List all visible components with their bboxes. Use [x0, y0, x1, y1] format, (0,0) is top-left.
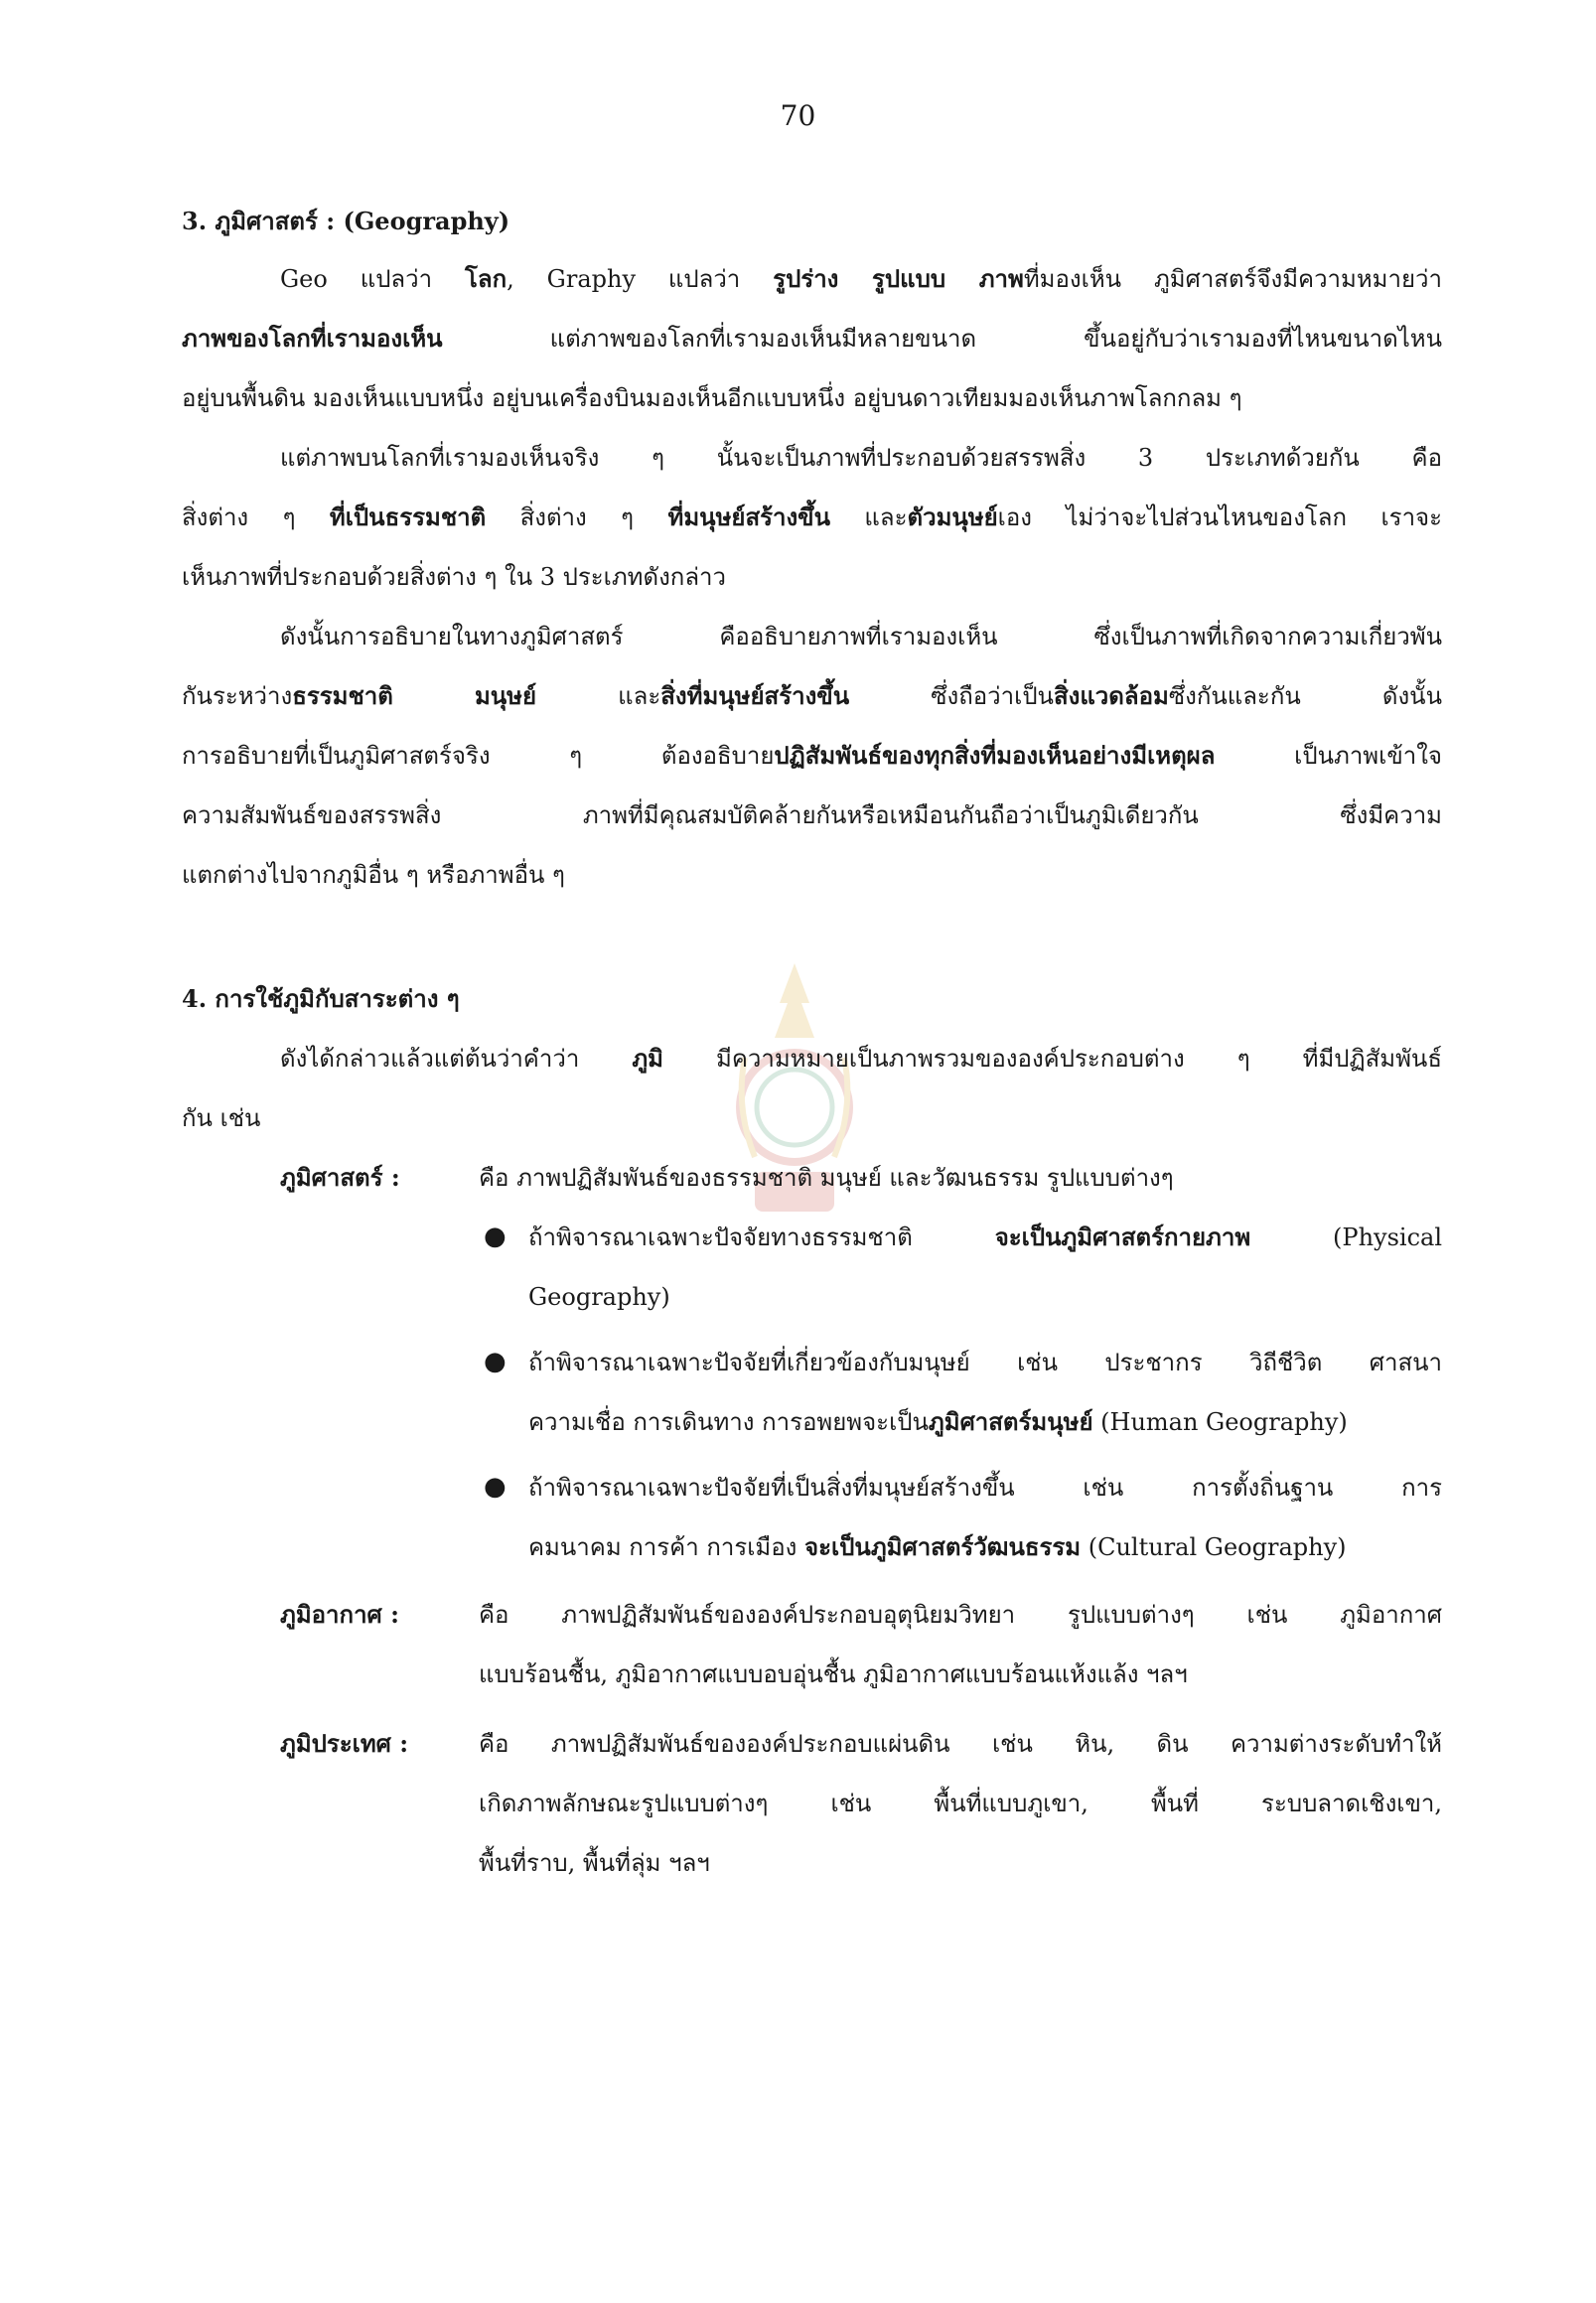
s4-intro-line2: กัน เช่น	[182, 1104, 261, 1132]
s3-p3-line3: การอธิบายที่เป็นภูมิศาสตร์จริง ๆ ต้องอธิบายปฏิสัมพันธ์ของทุกสิ่งที่มองเห็นอย่างมีเหตุผล เป็นภาพเข้าใจ	[182, 741, 1442, 770]
bullet-icon: ●	[484, 1222, 507, 1251]
landform-line2: เกิดภาพลักษณะรูปแบบต่างๆ เช่น พื้นที่แบบภูเขา, พื้นที่ ระบบลาดเชิงเขา,	[479, 1790, 1442, 1817]
s3-p2-line3: เห็นภาพที่ประกอบด้วยสิ่งต่าง ๆ ใน 3 ประเภทดังกล่าว	[182, 563, 726, 591]
page-number: 70	[780, 99, 816, 132]
s3-p1-line3: อยู่บนพื้นดิน มองเห็นแบบหนึ่ง อยู่บนเครื่องบินมองเห็นอีกแบบหนึ่ง อยู่บนดาวเทียมมองเห็นภาพโลกกลม ๆ	[182, 384, 1242, 412]
landform-line1: คือ ภาพปฏิสัมพันธ์ขององค์ประกอบแผ่นดิน เช่น หิน, ดิน ความต่างระดับทำให้	[479, 1730, 1442, 1758]
s3-p1-line2: ภาพของโลกที่เรามองเห็น แต่ภาพของโลกที่เรามองเห็นมีหลายขนาด ขึ้นอยู่กับว่าเรามองที่ไหนขนาดไหน	[182, 324, 1442, 353]
term-climate: ภูมิอากาศ :	[280, 1600, 399, 1629]
bullet-icon: ●	[484, 1347, 507, 1376]
bullet-1-line1: ถ้าพิจารณาเฉพาะปัจจัยทางธรรมชาติ จะเป็นภูมิศาสตร์กายภาพ (Physical	[528, 1223, 1443, 1251]
bullet-2-line1: ถ้าพิจารณาเฉพาะปัจจัยที่เกี่ยวข้องกับมนุษย์ เช่น ประชากร วิถีชีวิต ศาสนา	[528, 1349, 1442, 1376]
climate-line2: แบบร้อนชื้น, ภูมิอากาศแบบอบอุ่นชื้น ภูมิอากาศแบบร้อนแห้งแล้ง ฯลฯ	[479, 1660, 1188, 1688]
s3-p2-line1: แต่ภาพบนโลกที่เรามองเห็นจริง ๆ นั้นจะเป็นภาพที่ประกอบด้วยสรรพสิ่ง 3 ประเภทด้วยกัน คือ	[280, 444, 1442, 472]
s3-p3-line1: ดังนั้นการอธิบายในทางภูมิศาสตร์ คืออธิบายภาพที่เรามองเห็น ซึ่งเป็นภาพที่เกิดจากความเกี่ยวพัน	[280, 623, 1442, 650]
s3-p3-line2: กันระหว่างธรรมชาติ มนุษย์ และสิ่งที่มนุษย์สร้างขึ้น ซึ่งถือว่าเป็นสิ่งแวดล้อมซึ่งกันและกัน ดังนั้น	[182, 681, 1442, 710]
s3-p1-line1: Geo แปลว่า โลก, Graphy แปลว่า รูปร่าง รูปแบบ ภาพที่มองเห็น ภูมิศาสตร์จึงมีความหมายว่า	[280, 264, 1442, 293]
landform-line3: พื้นที่ราบ, พื้นที่ลุ่ม ฯลฯ	[479, 1849, 710, 1877]
geography-definition: คือ ภาพปฏิสัมพันธ์ของธรรมชาติ มนุษย์ และวัฒนธรรม รูปแบบต่างๆ	[479, 1164, 1174, 1192]
term-landform: ภูมิประเทศ :	[280, 1729, 409, 1758]
bullet-3-line2: คมนาคม การค้า การเมือง จะเป็นภูมิศาสตร์วัฒนธรรม (Cultural Geography)	[528, 1532, 1347, 1561]
seal-watermark-icon	[730, 958, 859, 1256]
term-geography: ภูมิศาสตร์ :	[280, 1163, 400, 1192]
bullet-icon: ●	[484, 1472, 507, 1502]
climate-line1: คือ ภาพปฏิสัมพันธ์ขององค์ประกอบอุตุนิยมวิทยา รูปแบบต่างๆ เช่น ภูมิอากาศ	[479, 1601, 1442, 1629]
section-4-heading: 4. การใช้ภูมิกับสาระต่าง ๆ	[182, 984, 460, 1013]
s4-intro-line1: ดังได้กล่าวแล้วแต่ต้นว่าคำว่า ภูมิ มีความหมายเป็นภาพรวมขององค์ประกอบต่าง ๆ ที่มีปฏิสัมพันธ์	[280, 1044, 1442, 1073]
s3-p3-line4: ความสัมพันธ์ของสรรพสิ่ง ภาพที่มีคุณสมบัติคล้ายกันหรือเหมือนกันถือว่าเป็นภูมิเดียวกัน ซึ่งมีความ	[182, 801, 1442, 829]
bullet-3-line1: ถ้าพิจารณาเฉพาะปัจจัยที่เป็นสิ่งที่มนุษย์สร้างขึ้น เช่น การตั้งถิ่นฐาน การ	[528, 1474, 1442, 1502]
s3-p2-line2: สิ่งต่าง ๆ ที่เป็นธรรมชาติ สิ่งต่าง ๆ ที่มนุษย์สร้างขึ้น และตัวมนุษย์เอง ไม่ว่าจะไปส่วนไหนของโลก เราจะ	[182, 503, 1442, 531]
bullet-1-line2: Geography)	[528, 1283, 670, 1311]
bullet-2-line2: ความเชื่อ การเดินทาง การอพยพจะเป็นภูมิศาสตร์มนุษย์ (Human Geography)	[528, 1407, 1348, 1436]
s3-p3-line5: แตกต่างไปจากภูมิอื่น ๆ หรือภาพอื่น ๆ	[182, 861, 565, 889]
section-3-heading: 3. ภูมิศาสตร์ : (Geography)	[182, 207, 510, 235]
